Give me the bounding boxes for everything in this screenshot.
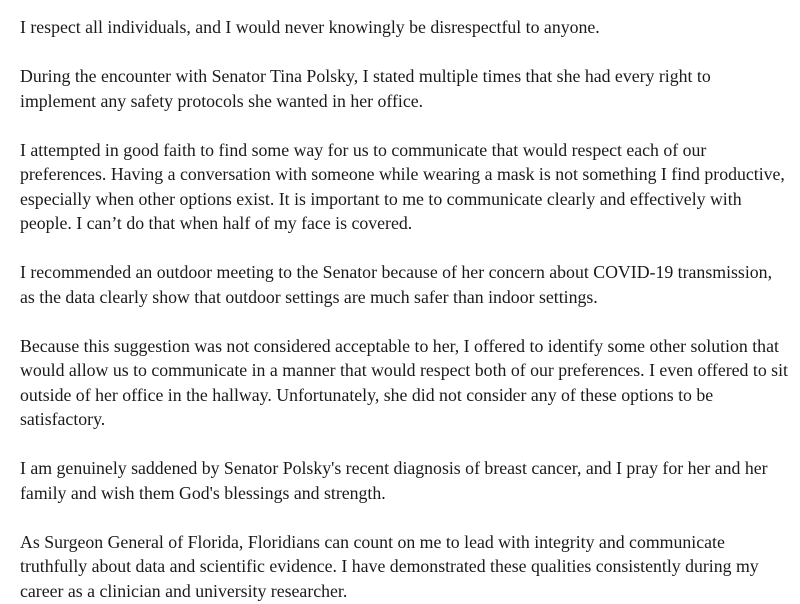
statement-document — [20, 15, 790, 603]
paragraph-respect: I respect all individuals, and I would never knowingly be disrespectful to anyone. — [20, 17, 600, 37]
paragraph-outdoor-meeting: I recommended an outdoor meeting to the Senator because of her concern about COVID-19 transmission, as the data clearly show that outdoor settings are much safer than indoor settings. — [20, 262, 773, 307]
paragraph-encounter: During the encounter with Senator Tina Polsky, I stated multiple times that she had every right to implement any safety protocols she wanted in her office. — [20, 66, 711, 111]
paragraph-alternatives: Because this suggestion was not considered acceptable to her, I offered to identify some other solution that would allow us to communicate in a manner that would respect both of our preferences. I even offered to sit outside of her office in the hallway. Unfortunately, she did not consider any of these options to be satisfactory. — [20, 335, 788, 429]
paragraph-communication: I attempted in good faith to find some way for us to communicate that would respect each of our preferences. Having a conversation with someone while wearing a mask is not something I find productive, especially when other options exist. It is important to me to communicate clearly and effectively with people. I can’t do that when half of my face is covered. — [20, 139, 785, 233]
paragraph-surgeon-general: As Surgeon General of Florida, Floridians can count on me to lead with integrity and communicate truthfully about data and scientific evidence. I have demonstrated these qualities consistently during my career as a clinician and university researcher. — [20, 531, 759, 601]
paragraph-diagnosis: I am genuinely saddened by Senator Polsky's recent diagnosis of breast cancer, and I pray for her and her family and wish them God's blessings and strength. — [20, 458, 768, 503]
